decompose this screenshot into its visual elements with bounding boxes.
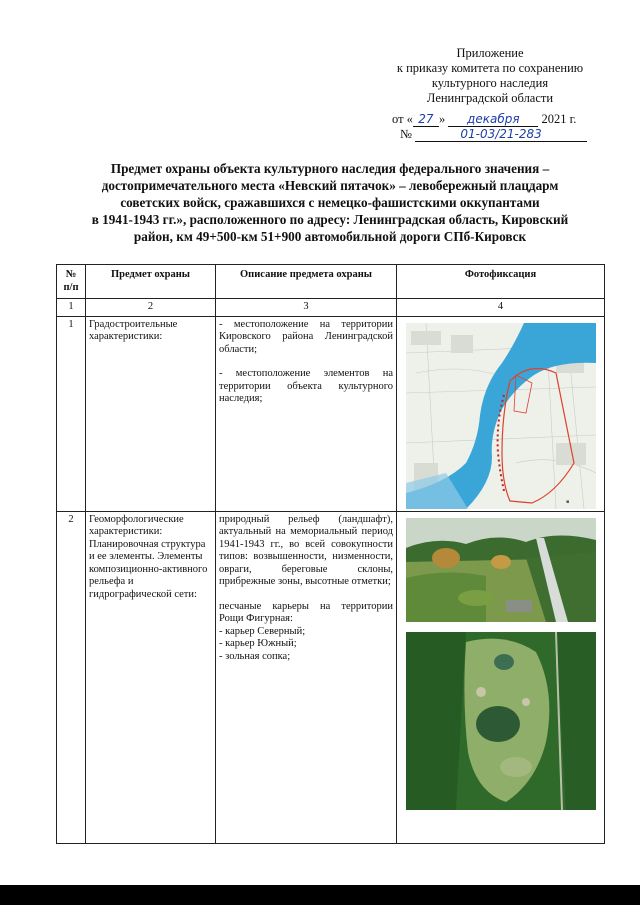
territory-map-image bbox=[406, 323, 596, 509]
landscape-aerial-photo bbox=[406, 518, 596, 622]
column-number-row bbox=[57, 299, 605, 317]
row-subject: Градостроительные характеристики: bbox=[86, 316, 216, 511]
appendix-label: Приложение bbox=[456, 46, 524, 60]
table-row bbox=[57, 511, 605, 843]
protection-subject-table bbox=[56, 264, 605, 844]
col-number-4: 4 bbox=[397, 299, 605, 317]
date-year: 2021 г. bbox=[541, 112, 577, 126]
desc-quarries: песчаные карьеры на территории Рощи Фигурная: bbox=[219, 600, 393, 624]
header-num: № п/п bbox=[57, 265, 86, 299]
order-number: 01-03/21-283 bbox=[415, 127, 587, 142]
appendix-header bbox=[380, 46, 600, 106]
appendix-region-line: Ленинградской области bbox=[426, 91, 554, 105]
photo-cell bbox=[397, 511, 605, 843]
title-line-3: советских войск, сражавшихся с немецко-фашистскими оккупантами bbox=[120, 195, 540, 210]
appendix-number bbox=[400, 127, 587, 142]
date-day: 27 bbox=[413, 112, 439, 127]
appendix-order-line: к приказу комитета по сохранению bbox=[396, 61, 584, 75]
col-number-1: 1 bbox=[57, 299, 86, 317]
scan-bottom-edge bbox=[0, 885, 640, 905]
row-subject: Геоморфологические характеристики: Планировочная структура и ее элементы. Элементы композиционно-активного рельефа и гидрографической сети: bbox=[86, 511, 216, 843]
col-number-2: 2 bbox=[86, 299, 216, 317]
date-month: декабря bbox=[448, 112, 538, 127]
title-line-1: Предмет охраны объекта культурного наследия федерального значения – bbox=[110, 161, 550, 176]
desc-elements-location: - местоположение элементов на территории объекта культурного наследия; bbox=[219, 368, 393, 404]
row-description bbox=[216, 316, 397, 511]
document-title bbox=[70, 160, 590, 245]
number-prefix: № bbox=[400, 127, 412, 141]
row-description bbox=[216, 511, 397, 843]
header-description: Описание предмета охраны bbox=[216, 265, 397, 299]
title-line-2: достопримечательного места «Невский пятачок» – левобережный плацдарм bbox=[101, 178, 559, 193]
title-line-4: в 1941-1943 гг.», расположенного по адресу: Ленинградская область, Кировский bbox=[91, 212, 569, 227]
header-photo: Фотофиксация bbox=[397, 265, 605, 299]
photo-cell bbox=[397, 316, 605, 511]
desc-north-quarry: - карьер Северный; bbox=[219, 625, 306, 637]
desc-ash-hill: - зольная сопка; bbox=[219, 650, 291, 662]
table-header-row bbox=[57, 265, 605, 299]
desc-relief: природный рельеф (ландшафт), актуальный на мемориальный период 1941-1943 гг., во всей совокупности типов: возвышенности, низменности, овраги, береговые склоны, прибрежные зоны, высотные отметки; bbox=[219, 513, 393, 587]
appendix-date bbox=[392, 112, 576, 127]
row-num: 2 bbox=[57, 511, 86, 843]
date-prefix: от « bbox=[392, 112, 413, 126]
header-subject: Предмет охраны bbox=[86, 265, 216, 299]
date-mid: » bbox=[438, 112, 446, 126]
desc-location: - местоположение на территории Кировского района Ленинградской области; bbox=[219, 318, 393, 355]
desc-south-quarry: - карьер Южный; bbox=[219, 638, 297, 649]
row-num: 1 bbox=[57, 316, 86, 511]
quarries-aerial-photo bbox=[406, 632, 596, 810]
table-row bbox=[57, 316, 605, 511]
title-line-5: район, км 49+500-км 51+900 автомобильной дороги СПб-Кировск bbox=[133, 229, 527, 244]
appendix-committee-line: культурного наследия bbox=[431, 76, 549, 90]
col-number-3: 3 bbox=[216, 299, 397, 317]
svg-text:▪: ▪ bbox=[565, 498, 569, 505]
